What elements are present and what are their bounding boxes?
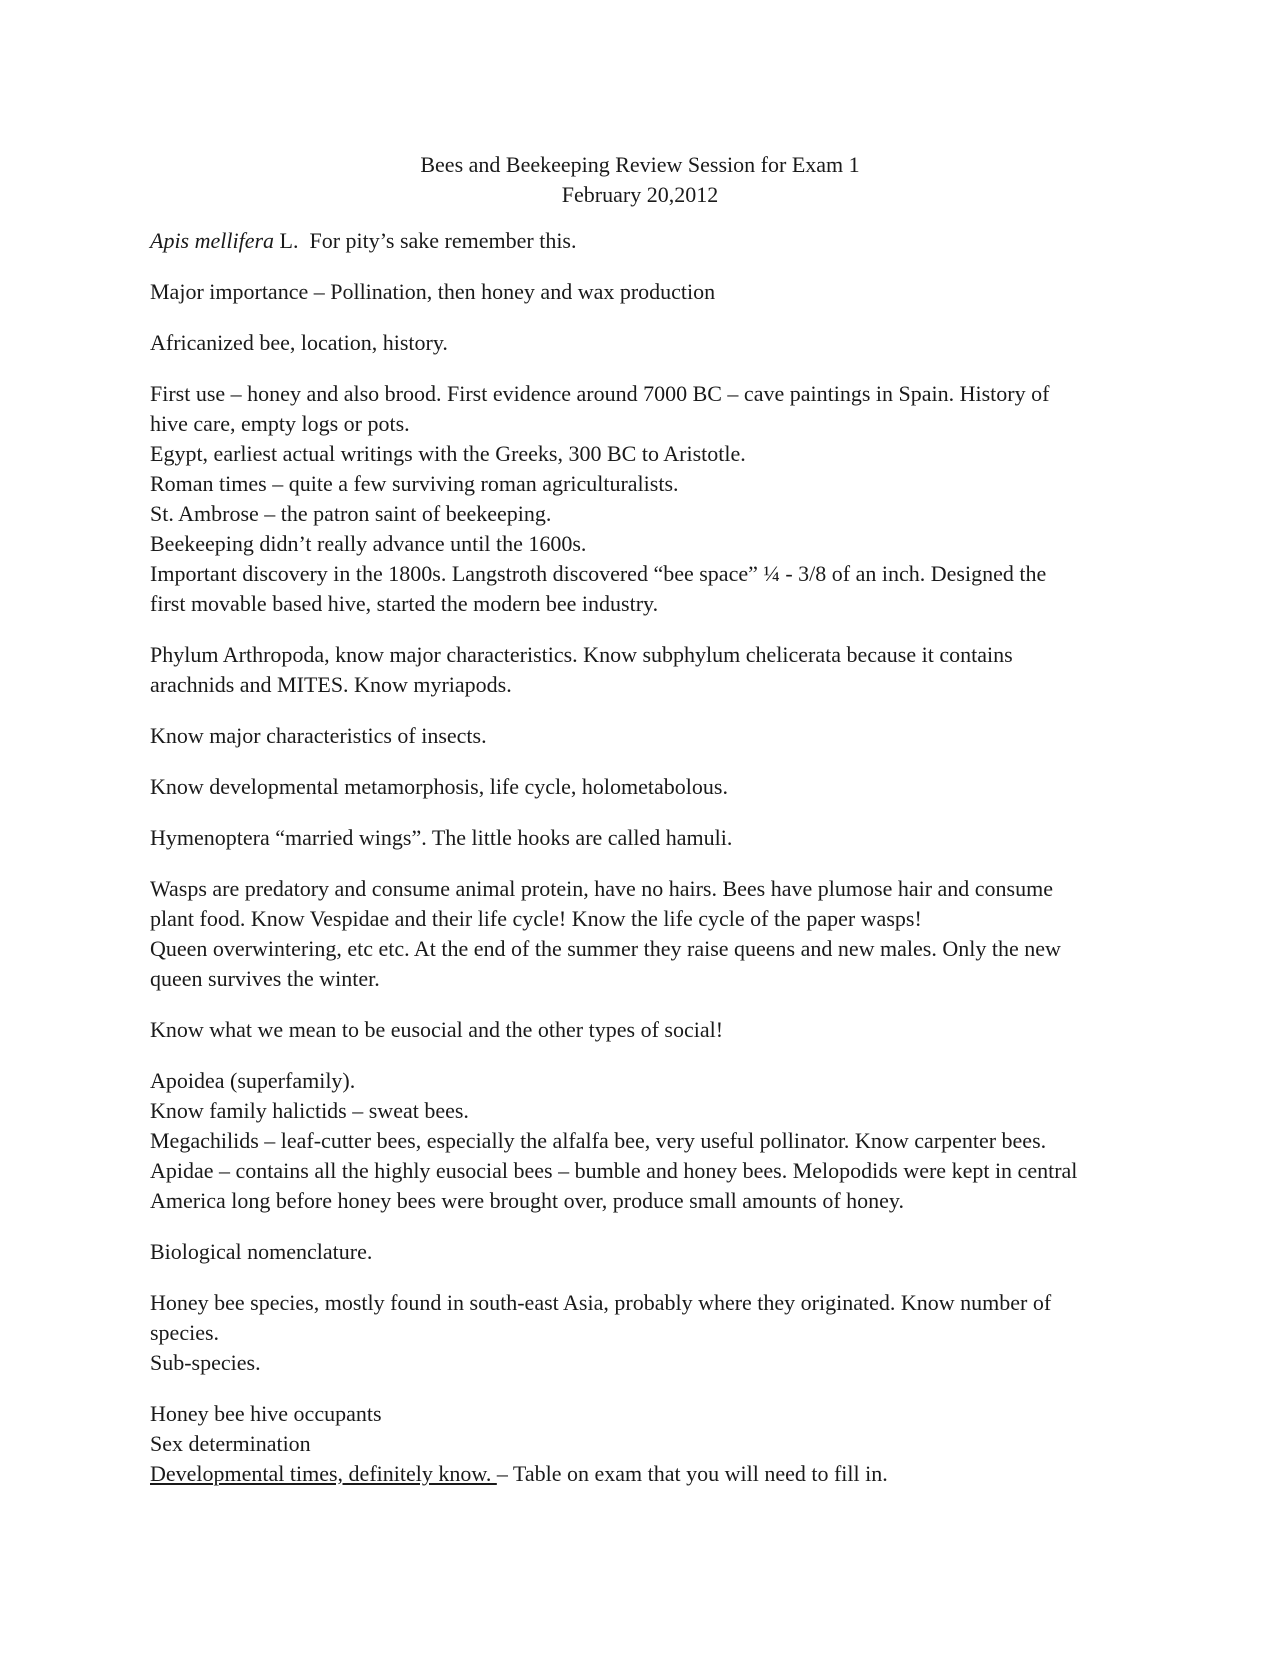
apoidea-line: Megachilids – leaf-cutter bees, especially the alfalfa bee, very useful pollinator. Know carpenter bees. (150, 1128, 1047, 1153)
species-line: species. (150, 1320, 220, 1345)
devtimes-underlined: Developmental times, definitely know. (150, 1461, 497, 1486)
paragraph-phylum (150, 640, 1130, 700)
paragraph-apis (150, 226, 1130, 256)
paragraph-history (150, 379, 1130, 619)
paragraph-hymenoptera: Hymenoptera “married wings”. The little hooks are called hamuli. (150, 825, 733, 850)
wasps-line: Wasps are predatory and consume animal protein, have no hairs. Bees have plumose hair and consume (150, 876, 1053, 901)
history-line: Important discovery in the 1800s. Langstroth discovered “bee space” ¼ - 3/8 of an inch. Designed the (150, 561, 1047, 586)
devtimes-rest: – Table on exam that you will need to fill in. (496, 1461, 888, 1486)
apoidea-line: Apidae – contains all the highly eusocial bees – bumble and honey bees. Melopodids were kept in central (150, 1158, 1078, 1183)
history-line: Roman times – quite a few surviving roman agriculturalists. (150, 471, 679, 496)
devtimes-line (150, 1459, 1130, 1489)
paragraph-species (150, 1288, 1130, 1378)
paragraph-metamorphosis: Know developmental metamorphosis, life cycle, holometabolous. (150, 774, 728, 799)
title-block (150, 150, 1130, 210)
history-line: hive care, empty logs or pots. (150, 411, 410, 436)
species-name: Apis mellifera (150, 228, 275, 253)
history-line: Beekeeping didn’t really advance until the 1600s. (150, 531, 587, 556)
occupants-line: Sex determination (150, 1431, 311, 1456)
history-line: first movable based hive, started the modern bee industry. (150, 591, 659, 616)
species-line: Sub-species. (150, 1350, 261, 1375)
paragraph-nomenclature: Biological nomenclature. (150, 1239, 373, 1264)
paragraph-apoidea (150, 1066, 1130, 1216)
apoidea-line: America long before honey bees were brought over, produce small amounts of honey. (150, 1188, 905, 1213)
occupants-line: Honey bee hive occupants (150, 1401, 382, 1426)
history-line: First use – honey and also brood. First evidence around 7000 BC – cave paintings in Spain. History of (150, 381, 1050, 406)
species-line: Honey bee species, mostly found in south-east Asia, probably where they originated. Know number of (150, 1290, 1052, 1315)
paragraph-eusocial: Know what we mean to be eusocial and the other types of social! (150, 1017, 724, 1042)
wasps-line: plant food. Know Vespidae and their life cycle! Know the life cycle of the paper wasps! (150, 906, 922, 931)
paragraph-africanized: Africanized bee, location, history. (150, 330, 448, 355)
paragraph-occupants (150, 1399, 1130, 1489)
paragraph-importance: Major importance – Pollination, then honey and wax production (150, 279, 716, 304)
document-body (150, 150, 1130, 1510)
document-date: February 20,2012 (561, 182, 719, 207)
wasps-line: queen survives the winter. (150, 966, 380, 991)
paragraph-wasps (150, 874, 1130, 994)
apoidea-line: Know family halictids – sweat bees. (150, 1098, 469, 1123)
wasps-line: Queen overwintering, etc etc. At the end of the summer they raise queens and new males. Only the new (150, 936, 1061, 961)
paragraph-insects: Know major characteristics of insects. (150, 723, 487, 748)
phylum-line: Phylum Arthropoda, know major characteristics. Know subphylum chelicerata because it contains (150, 642, 1013, 667)
history-line: St. Ambrose – the patron saint of beekeeping. (150, 501, 552, 526)
apoidea-line: Apoidea (superfamily). (150, 1068, 356, 1093)
history-line: Egypt, earliest actual writings with the Greeks, 300 BC to Aristotle. (150, 441, 746, 466)
phylum-line: arachnids and MITES. Know myriapods. (150, 672, 512, 697)
document-title: Bees and Beekeeping Review Session for Exam 1 (420, 152, 860, 177)
species-note: L. For pity’s sake remember this. (274, 228, 577, 253)
